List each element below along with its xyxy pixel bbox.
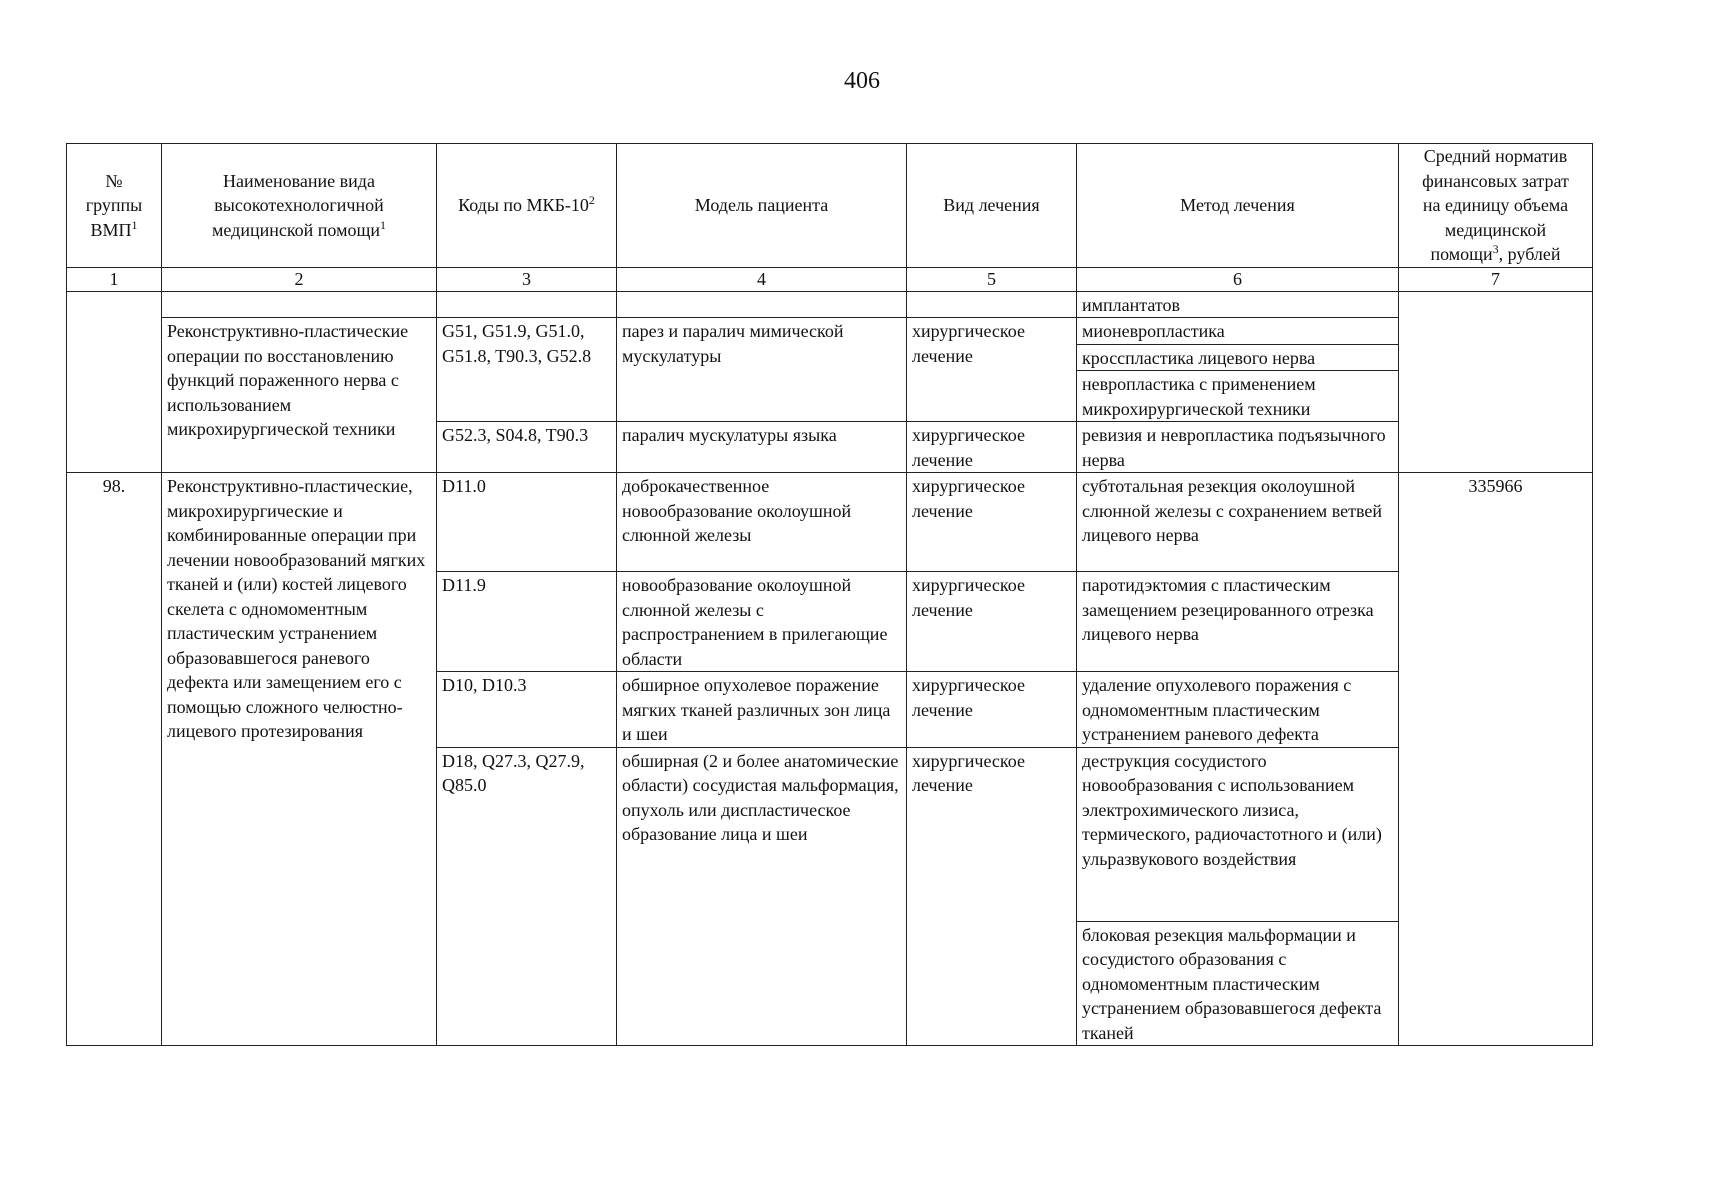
- empty-cell: [617, 291, 907, 318]
- header-patient-model: Модель пациента: [617, 144, 907, 268]
- table-row: [67, 318, 1593, 345]
- header-treatment-method: Метод лечения: [1077, 144, 1399, 268]
- column-number: 1: [67, 267, 162, 291]
- treatment-type-cell: хирургическое лечение: [907, 318, 1077, 422]
- icd-codes-cell: D11.9: [437, 572, 617, 672]
- empty-cell: [437, 291, 617, 318]
- patient-model-cell: доброкачественное новообразование околоушной слюнной железы: [617, 473, 907, 572]
- method-cell: кросспластика лицевого нерва: [1077, 344, 1399, 371]
- group-number-cell: 98.: [67, 473, 162, 1046]
- method-cell: субтотальная резекция околоушной слюнной железы с сохранением ветвей лицевого нерва: [1077, 473, 1399, 572]
- column-number: 7: [1399, 267, 1593, 291]
- header-treatment-type: Вид лечения: [907, 144, 1077, 268]
- table-row: [67, 473, 1593, 572]
- icd-codes-cell: G52.3, S04.8, T90.3: [437, 422, 617, 473]
- method-cell: имплантатов: [1077, 291, 1399, 318]
- column-number: 4: [617, 267, 907, 291]
- method-cell: деструкция сосудистого новообразования с использованием электрохимического лизиса, термического, радиочастотного и (или) ульразвукового воздействия: [1077, 747, 1399, 921]
- patient-model-cell: новообразование околоушной слюнной железы с распространением в прилегающие области: [617, 572, 907, 672]
- column-number: 2: [162, 267, 437, 291]
- empty-cell: [907, 291, 1077, 318]
- treatment-type-cell: хирургическое лечение: [907, 572, 1077, 672]
- header-icd-codes: Коды по МКБ-$10^2$: [437, 144, 617, 268]
- method-cell: ревизия и невропластика подъязычного нерва: [1077, 422, 1399, 473]
- treatment-type-cell: хирургическое лечение: [907, 422, 1077, 473]
- header-care-type-name: Наименование вида высокотехнологичной медицинской помощи$^1$: [162, 144, 437, 268]
- column-number: 6: [1077, 267, 1399, 291]
- header-row: [67, 144, 1593, 268]
- method-cell: удаление опухолевого поражения с одномоментным пластическим устранением раневого дефекта: [1077, 672, 1399, 748]
- header-group-number: № группы ВМП$^1$: [67, 144, 162, 268]
- icd-codes-cell: G51, G51.9, G51.0, G51.8, T90.3, G52.8: [437, 318, 617, 422]
- group-number-cell: [67, 291, 162, 473]
- table-row: [67, 291, 1593, 318]
- column-number: 3: [437, 267, 617, 291]
- treatment-type-cell: хирургическое лечение: [907, 473, 1077, 572]
- method-cell: невропластика с применением микрохирургической техники: [1077, 371, 1399, 422]
- page-number: 406: [844, 68, 880, 94]
- method-cell: блоковая резекция мальформации и сосудистого образования с одномоментным пластическим устранением образовавшегося дефекта тканей: [1077, 921, 1399, 1046]
- care-type-name-cell: Реконструктивно-пластические операции по восстановлению функций пораженного нерва с использованием микрохирургической техники: [162, 318, 437, 473]
- medical-care-table: [66, 143, 1593, 1046]
- icd-codes-cell: D10, D10.3: [437, 672, 617, 748]
- method-cell: паротидэктомия с пластическим замещением резецированного отрезка лицевого нерва: [1077, 572, 1399, 672]
- care-type-name-cell: Реконструктивно-пластические, микрохирургические и комбинированные операции при лечении новообразований мягких тканей и (или) костей лицевого скелета с одномоментным пластическим устранением образовавшегося раневого дефекта или замещением его с помощью сложного челюстно-лицевого протезирования: [162, 473, 437, 1046]
- treatment-type-cell: хирургическое лечение: [907, 672, 1077, 748]
- cost-cell: 335966: [1399, 473, 1593, 1046]
- column-number-row: [67, 267, 1593, 291]
- cost-cell: [1399, 291, 1593, 473]
- patient-model-cell: обширное опухолевое поражение мягких тканей различных зон лица и шеи: [617, 672, 907, 748]
- patient-model-cell: паралич мускулатуры языка: [617, 422, 907, 473]
- column-number: 5: [907, 267, 1077, 291]
- icd-codes-cell: D18, Q27.3, Q27.9, Q85.0: [437, 747, 617, 1046]
- method-cell: мионевропластика: [1077, 318, 1399, 345]
- icd-codes-cell: D11.0: [437, 473, 617, 572]
- patient-model-cell: парез и паралич мимической мускулатуры: [617, 318, 907, 422]
- header-cost-standard: Средний норматив финансовых затрат на единицу объема медицинской помощи$^3$, рублей: [1399, 144, 1593, 268]
- treatment-type-cell: хирургическое лечение: [907, 747, 1077, 1046]
- patient-model-cell: обширная (2 и более анатомические области) сосудистая мальформация, опухоль или диспластическое образование лица и шеи: [617, 747, 907, 1046]
- empty-cell: [162, 291, 437, 318]
